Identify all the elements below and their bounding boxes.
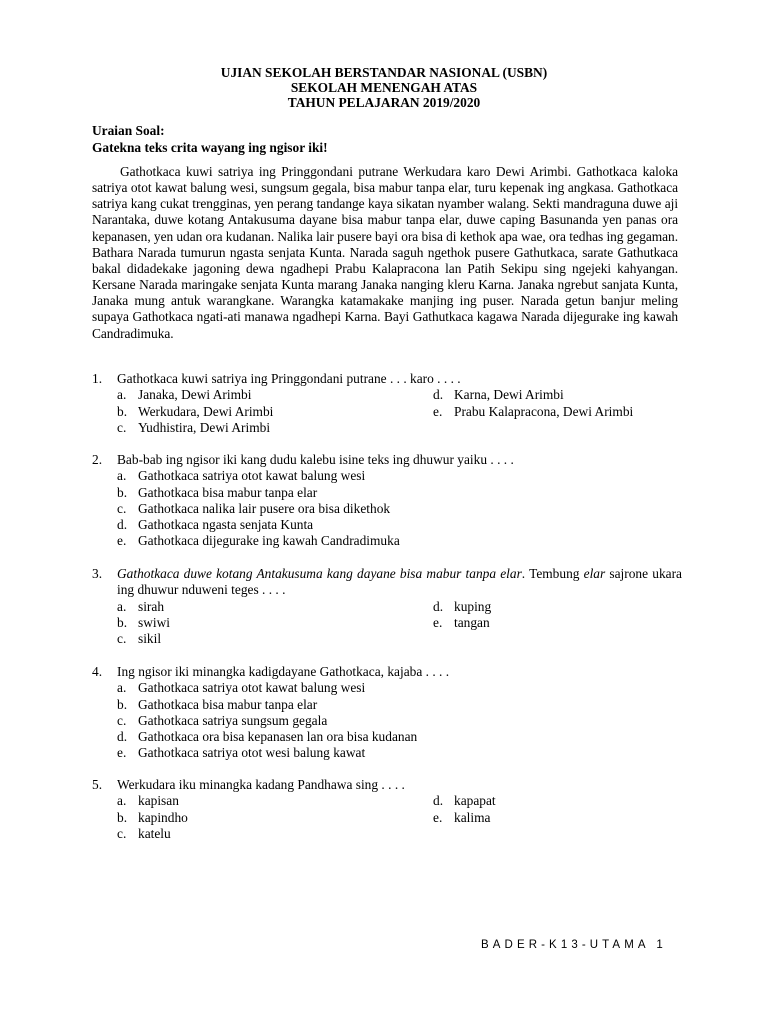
header-year: TAHUN PELAJARAN 2019/2020: [287, 95, 481, 110]
option-b: b. swiwi: [117, 614, 170, 630]
question-number: 3.: [92, 566, 103, 581]
document-code: BADER-K13-UTAMA: [481, 939, 650, 951]
option-a: a. Janaka, Dewi Arimbi: [117, 387, 252, 403]
question-2: [92, 452, 682, 550]
answer-options: [117, 680, 682, 761]
option-e: e. tangan: [433, 614, 490, 630]
exam-header: [0, 65, 768, 110]
instruction: Gatekna teks crita wayang ing ngisor iki!: [92, 139, 328, 155]
question-1: [92, 371, 682, 436]
question-4: [92, 664, 682, 762]
option-b: b. Gathotkaca bisa mabur tanpa elar: [117, 696, 318, 712]
option-a: a. kapisan: [117, 793, 179, 809]
option-a: a. Gathotkaca satriya otot kawat balung wesi: [117, 680, 366, 696]
question-text: Gathotkaca duwe kotang Antakusuma kang dayane bisa mabur tanpa elar. Tembung elar sajrone ukara ing dhuwur nduweni teges . . . .: [117, 566, 682, 598]
answer-options: [117, 793, 682, 842]
question-number: 5.: [92, 777, 103, 792]
target-word: elar: [583, 566, 606, 581]
option-d: d. kapapat: [433, 793, 496, 809]
header-school: SEKOLAH MENENGAH ATAS: [290, 80, 478, 95]
option-c: c. katelu: [117, 825, 171, 841]
answer-options: [117, 599, 682, 648]
question-number: 2.: [92, 452, 103, 467]
answer-options: [117, 468, 682, 549]
question-text: Gathotkaca kuwi satriya ing Pringgondani putrane . . . karo . . . .: [117, 371, 461, 386]
option-e: e. Gathotkaca dijegurake ing kawah Candradimuka: [117, 533, 400, 549]
option-a: a. Gathotkaca satriya otot kawat balung wesi: [117, 468, 366, 484]
option-c: c. Gathotkaca satriya sungsum gegala: [117, 712, 328, 728]
page-number: 1: [656, 939, 667, 951]
header-title: UJIAN SEKOLAH BERSTANDAR NASIONAL (USBN): [220, 65, 548, 80]
question-text: Ing ngisor iki minangka kadigdayane Gathotkaca, kajaba . . . .: [117, 664, 450, 679]
option-a: a. sirah: [117, 598, 165, 614]
option-b: b. Gathotkaca bisa mabur tanpa elar: [117, 484, 318, 500]
option-d: d. Karna, Dewi Arimbi: [433, 387, 564, 403]
quoted-sentence: Gathotkaca duwe kotang Antakusuma kang dayane bisa mabur tanpa elar: [117, 566, 522, 581]
option-b: b. kapindho: [117, 809, 188, 825]
story-passage: Gathotkaca kuwi satriya ing Pringgondani putrane Werkudara karo Dewi Arimbi. Gathotkaca kaloka satriya otot kawat balung wesi, sungsum gegala, bisa mabur tanpa elar, turu kepenak ing angkasa. Gathotkaca satriya kang cukat trengginas, yen perang tandange kaya sikatan nyamber walang. Sekti mandraguna duwe aji Narantaka, duwe kotang Antakusuma dayane bisa mabur tanpa elar, duwe caping Basunanda yen panas ora kepanasen, yen udan ora kudanan. Nalika lair pusere bayi ora bisa di kethok apa wae, ora tedhas ing gegaman. Bathara Narada tumurun ngasta senjata Kunta. Narada saguh ngethok pusere Gathutkaca, sarate Gathutkaca bakal didadekake jagoning dewa ngadhepi Prabu Kalapracona lan Patih Sekipu sing ngejeki kahyangan. Kersane Narada maringake senjata Kunta marang Janaka nanging kleru Karna. Janaka ngrebut sanjata Kunta, Janaka mung antuk warangkane. Warangka katamakake manjing ing puser. Narada getun banjur meling supaya Gathotkaca ngati-ati manawa ngadhepi Karna. Bayi Gathutkaca kagawa Narada dijegurake ing kawah Candradimuka.: [92, 164, 678, 341]
option-d: d. Gathotkaca ora bisa kepanasen lan ora bisa kudanan: [117, 729, 418, 745]
question-number: 1.: [92, 371, 103, 386]
question-text: Bab-bab ing ngisor iki kang dudu kalebu isine teks ing dhuwur yaiku . . . .: [117, 452, 514, 467]
question-5: [92, 777, 682, 842]
question-3: [92, 566, 682, 647]
option-e: e. Prabu Kalapracona, Dewi Arimbi: [433, 403, 634, 419]
page-footer: [481, 937, 667, 953]
section-label: Uraian Soal:: [92, 123, 165, 138]
question-number: 4.: [92, 664, 103, 679]
option-c: c. sikil: [117, 631, 162, 647]
option-e: e. Gathotkaca satriya otot wesi balung kawat: [117, 745, 366, 761]
option-d: d. kuping: [433, 598, 492, 614]
option-b: b. Werkudara, Dewi Arimbi: [117, 403, 274, 419]
option-d: d. Gathotkaca ngasta senjata Kunta: [117, 517, 314, 533]
option-e: e. kalima: [433, 809, 491, 825]
intro: [92, 123, 328, 156]
question-text: Werkudara iku minangka kadang Pandhawa sing . . . .: [117, 777, 405, 792]
option-c: c. Gathotkaca nalika lair pusere ora bisa dikethok: [117, 500, 391, 516]
answer-options: [117, 387, 682, 436]
option-c: c. Yudhistira, Dewi Arimbi: [117, 419, 271, 435]
